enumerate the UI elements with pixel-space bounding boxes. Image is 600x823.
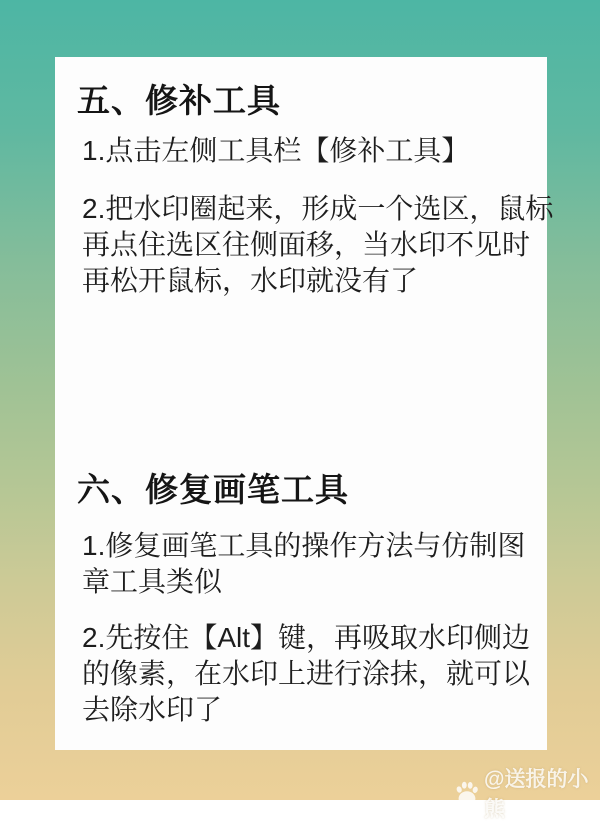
step-line: 章工具类似 bbox=[82, 566, 223, 597]
section-patch-tool bbox=[77, 82, 554, 299]
step-paragraph bbox=[82, 620, 531, 728]
step-line: 去除水印了 bbox=[82, 694, 223, 725]
step-line: 再松开鼠标，水印就没有了 bbox=[82, 265, 419, 296]
step-line: 2.把水印圈起来，形成一个选区，鼠标 bbox=[82, 193, 554, 224]
step-paragraph bbox=[82, 528, 527, 600]
step-paragraph bbox=[82, 191, 554, 299]
step-line: 再点住选区往侧面移，当水印不见时 bbox=[82, 229, 531, 260]
step-line: 1.修复画笔工具的操作方法与仿制图 bbox=[82, 530, 526, 561]
step-line: 的像素，在水印上进行涂抹，就可以 bbox=[82, 658, 531, 689]
content-card bbox=[55, 57, 554, 750]
watermark-handle: @送报的小熊 bbox=[484, 768, 589, 821]
paw-icon bbox=[455, 780, 479, 806]
step-line: 1.点击左侧工具栏【修补工具】 bbox=[82, 135, 470, 166]
section-healing-brush-tool bbox=[77, 471, 531, 728]
section-heading: 五、修补工具 bbox=[77, 82, 281, 119]
step-line: 2.先按住【Alt】键，再吸取水印侧边 bbox=[82, 622, 531, 653]
section-heading: 六、修复画笔工具 bbox=[77, 471, 349, 508]
step-paragraph bbox=[82, 133, 527, 169]
watermark bbox=[455, 763, 600, 823]
